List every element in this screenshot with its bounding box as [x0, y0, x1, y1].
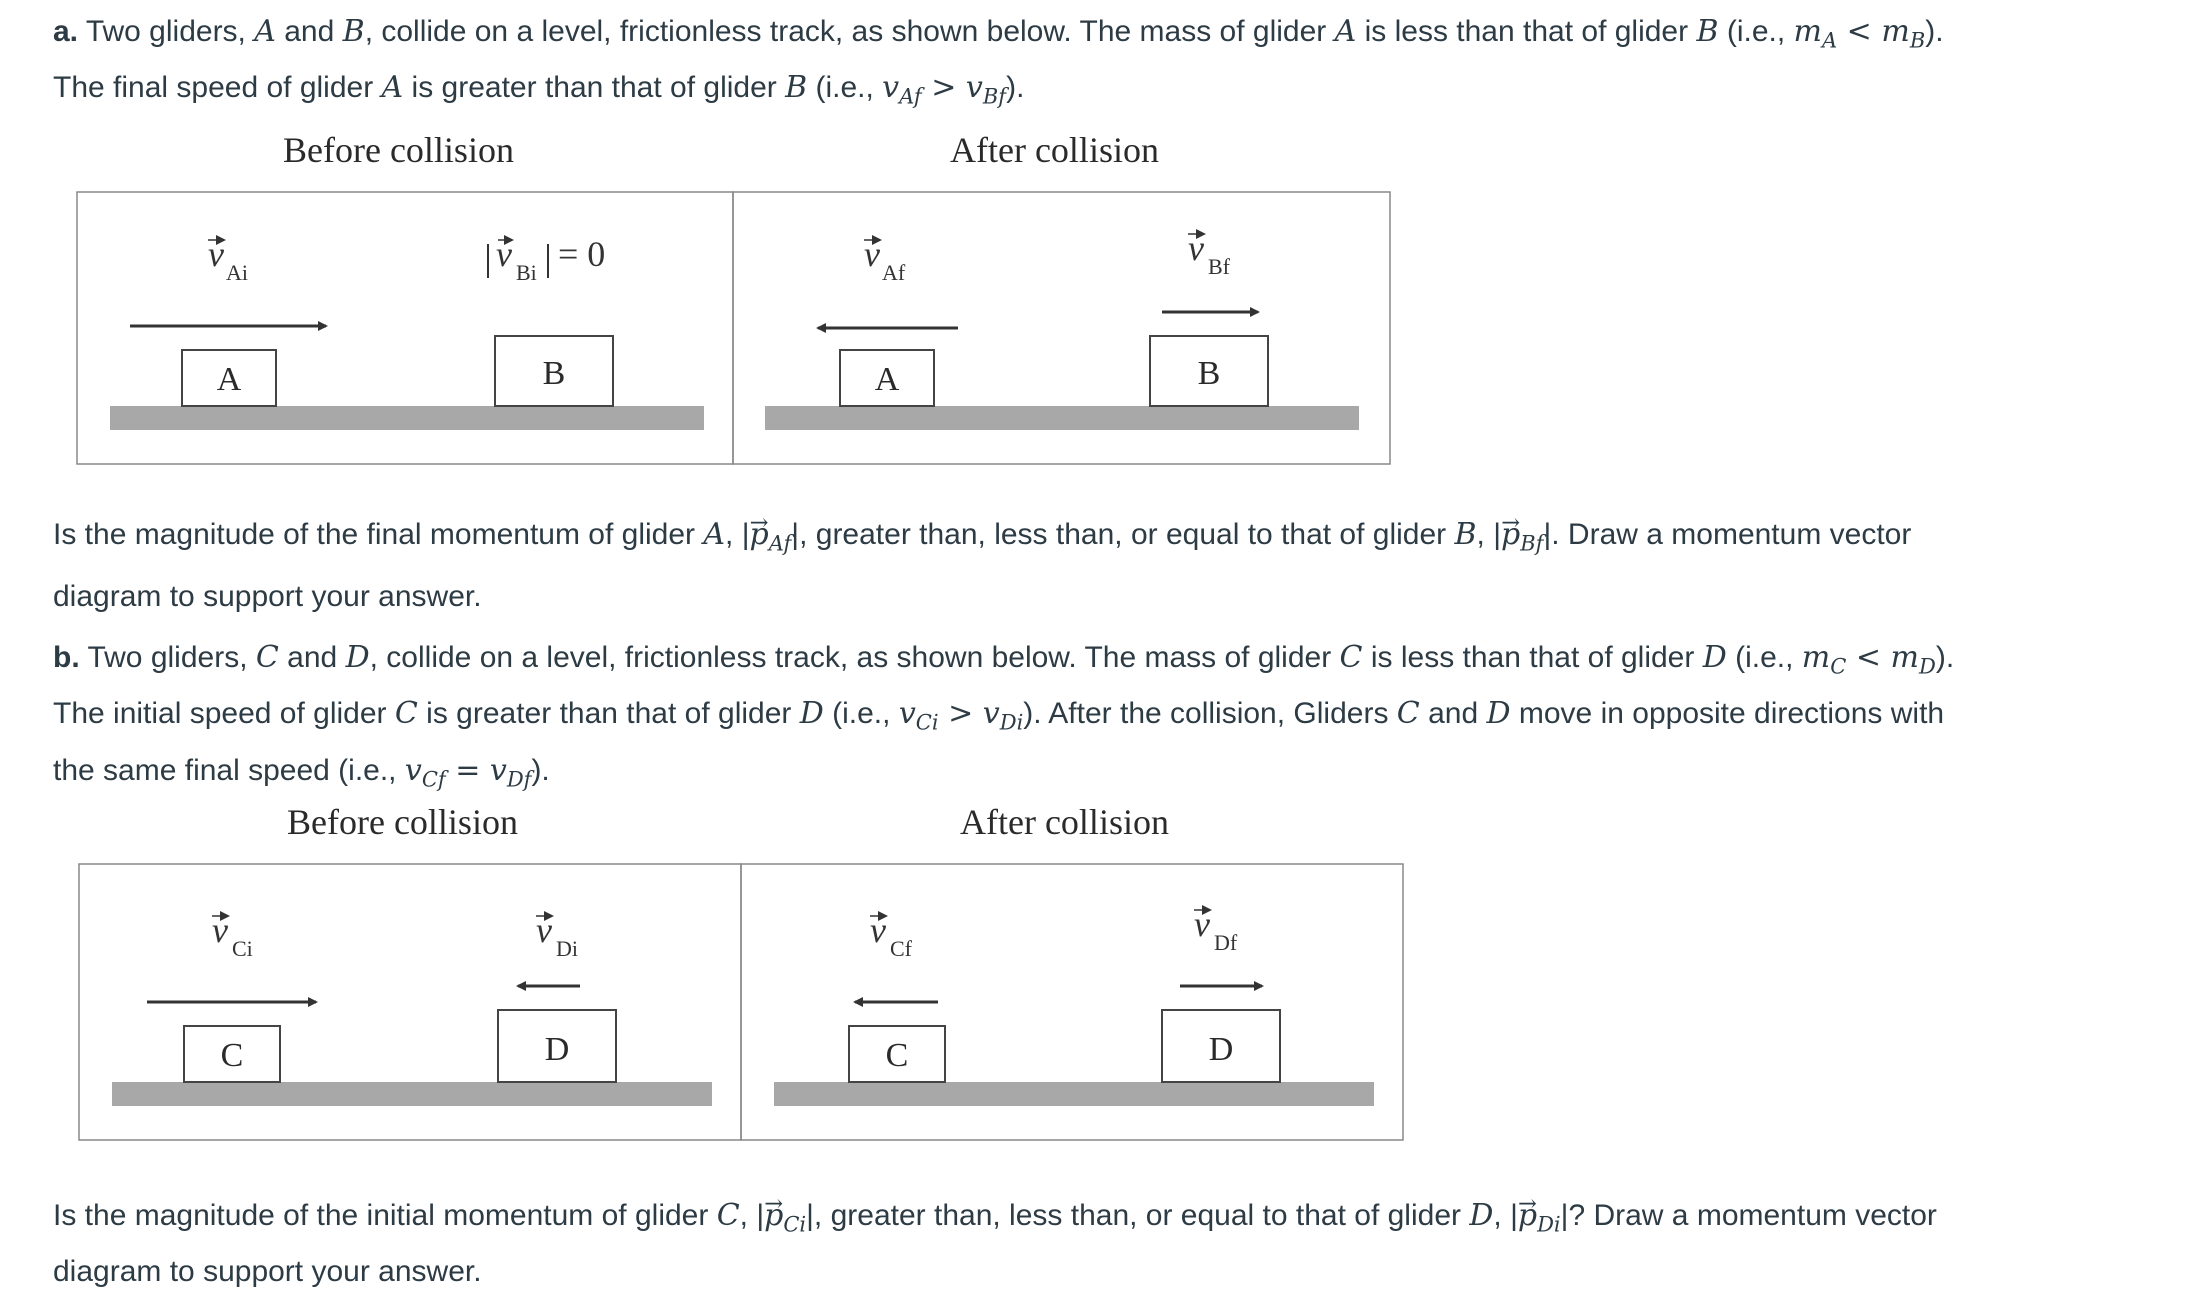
v-di-symbol: v: [536, 910, 552, 950]
v-bi-symbol: v: [496, 234, 512, 274]
part-b-statement: b. Two gliders, C and D, collide on a level, frictionless track, as shown below. The mass of glider C is less than that of glider D (i.e., $m_C < m_D$). The initial speed of glider C is greater than that of glider D (i.e., $v_{Ci} > v_{Di}$). After the collision, Gliders C and D move in opposite directions with the same final speed (i.e., $v_{Cf} = v_{Df}$).: [53, 640, 1955, 791]
v-df-symbol: v: [1194, 904, 1210, 944]
v-bf-symbol: v: [1188, 228, 1204, 268]
v-ai-subscript: Ai: [226, 260, 248, 285]
part-a-label: a.: [53, 15, 79, 48]
figure-a-after-title: After collision: [950, 130, 1159, 170]
v-df-subscript: Df: [1214, 930, 1238, 955]
v-bi-subscript: Bi: [516, 260, 537, 285]
svg-text:B: B: [542, 355, 566, 392]
figure-b-collision-diagram: [0, 790, 1420, 1150]
figure-a-collision-diagram: [0, 120, 1420, 480]
part-a-question: Is the magnitude of the final momentum of glider A, |→ $p_{Af}|$, greater than, less than, or equal to that of glider B, |→ $p_{Bf}|$. Draw a momentum vector diagram to support your answer.: [53, 508, 2153, 624]
v-ci-subscript: Ci: [232, 936, 253, 961]
v-bf-subscript: Bf: [1208, 254, 1230, 279]
part-b-question: Is the magnitude of the initial momentum of glider C, |→ $p_{Ci}|$, greater than, less than, or equal to that of glider D, |→ $p_{Di}|$? Draw a momentum vector diagram to support your answer.: [53, 1192, 2153, 1296]
part-a-statement: a. Two gliders, A and B, collide on a level, frictionless track, as shown below. The mass of glider A is less than that of glider B (i.e., $m_A < m_B$). The final speed of glider A is greater than that of glider B (i.e., $v_{Af} > v_{Bf}$).: [53, 14, 1944, 109]
svg-text:B: B: [1197, 355, 1221, 392]
svg-text:C: C: [885, 1037, 909, 1074]
figure-b-track-before: [112, 1082, 712, 1106]
v-bi-equals-zero: = 0: [558, 234, 606, 274]
figure-b-before-title: Before collision: [287, 802, 518, 842]
part-b-label: b.: [53, 641, 80, 674]
figure-a-before-title: Before collision: [283, 130, 514, 170]
v-af-subscript: Af: [882, 260, 906, 285]
v-ai-symbol: v: [208, 234, 224, 274]
svg-text:D: D: [1208, 1031, 1234, 1068]
v-af-symbol: v: [864, 234, 880, 274]
svg-text:A: A: [216, 361, 242, 398]
figure-b-track-after: [774, 1082, 1374, 1106]
v-ci-symbol: v: [212, 910, 228, 950]
v-di-subscript: Di: [556, 936, 578, 961]
svg-text:D: D: [544, 1031, 570, 1068]
svg-text:C: C: [220, 1037, 244, 1074]
svg-text:A: A: [874, 361, 900, 398]
v-cf-symbol: v: [870, 910, 886, 950]
v-cf-subscript: Cf: [890, 936, 912, 961]
figure-b-after-title: After collision: [960, 802, 1169, 842]
figure-a-track-before: [110, 406, 704, 430]
figure-a-track-after: [765, 406, 1359, 430]
